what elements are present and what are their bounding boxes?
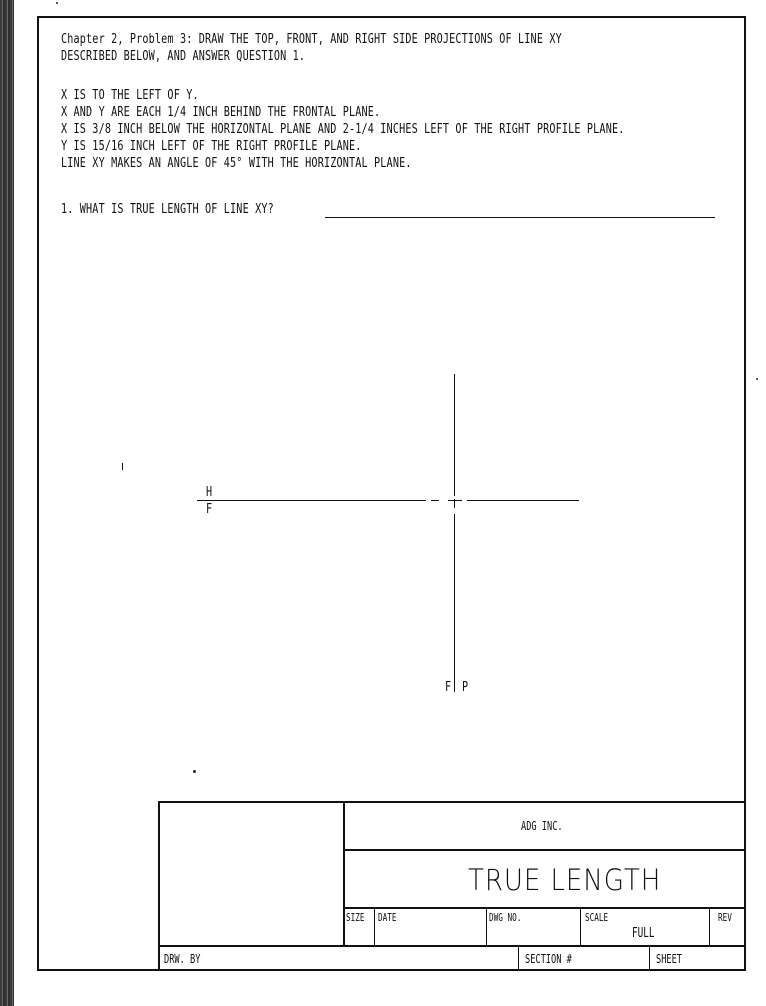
- fold-label-fp-p: P: [462, 680, 469, 695]
- problem-title-line-1: Chapter 2, Problem 3: DRAW THE TOP, FRONT, AND RIGHT SIDE PROJECTIONS OF LINE XY: [61, 32, 562, 47]
- drawn-section-divider: [518, 946, 519, 971]
- given-5: LINE XY MAKES AN ANGLE OF 45° WITH THE HORIZONTAL PLANE.: [61, 156, 412, 171]
- fold-center-cross-h: [448, 500, 462, 501]
- drawing-title: TRUE LENGTH: [468, 863, 662, 897]
- hf-fold-line-left: [197, 500, 426, 501]
- title-block-company-divider: [343, 849, 746, 851]
- answer-blank-line: [325, 217, 715, 218]
- section-sheet-divider: [649, 946, 650, 971]
- given-3: X IS 3/8 INCH BELOW THE HORIZONTAL PLANE AND 2-1/4 INCHES LEFT OF THE RIGHT PROFILE PLANE.: [61, 122, 625, 137]
- title-block-top-border: [158, 801, 746, 803]
- date-dwg-divider: [486, 907, 487, 946]
- scan-mark: [56, 2, 58, 4]
- company-name: ADG INC.: [521, 819, 563, 833]
- given-4: Y IS 15/16 INCH LEFT OF THE RIGHT PROFILE PLANE.: [61, 139, 362, 154]
- section-label: SECTION #: [525, 952, 572, 966]
- size-date-divider: [374, 907, 375, 946]
- problem-title-line-2: DESCRIBED BELOW, AND ANSWER QUESTION 1.: [61, 49, 306, 64]
- scan-mark: [193, 770, 196, 773]
- given-2: X AND Y ARE EACH 1/4 INCH BEHIND THE FRONTAL PLANE.: [61, 105, 381, 120]
- fold-label-f: F: [206, 502, 213, 517]
- scan-mark: [122, 463, 123, 470]
- scan-mark: [756, 378, 758, 380]
- scale-value: FULL: [632, 926, 655, 941]
- given-1: X IS TO THE LEFT OF Y.: [61, 88, 199, 103]
- fp-fold-line-upper: [454, 374, 455, 496]
- title-block-title-divider: [343, 907, 746, 909]
- scale-label: SCALE: [585, 911, 609, 924]
- title-block-bottom-divider: [158, 945, 746, 947]
- date-label: DATE: [378, 911, 397, 924]
- question-1: 1. WHAT IS TRUE LENGTH OF LINE XY?: [61, 202, 274, 217]
- fold-label-fp-f: F: [445, 680, 452, 695]
- dwg-no-label: DWG NO.: [489, 911, 522, 924]
- dwg-scale-divider: [580, 907, 581, 946]
- fp-fold-line-lower: [454, 514, 455, 692]
- sheet-label: SHEET: [656, 952, 683, 966]
- scale-rev-divider: [709, 907, 710, 946]
- fold-label-h: H: [206, 485, 213, 500]
- hf-fold-line-dash: [431, 500, 439, 501]
- scan-edge-band: [0, 0, 14, 1006]
- rev-label: REV: [718, 911, 732, 924]
- size-label: SIZE: [346, 911, 365, 924]
- hf-fold-line-right: [467, 500, 579, 501]
- title-block-divider-vertical: [343, 801, 345, 946]
- drawn-by-label: DRW. BY: [164, 952, 201, 966]
